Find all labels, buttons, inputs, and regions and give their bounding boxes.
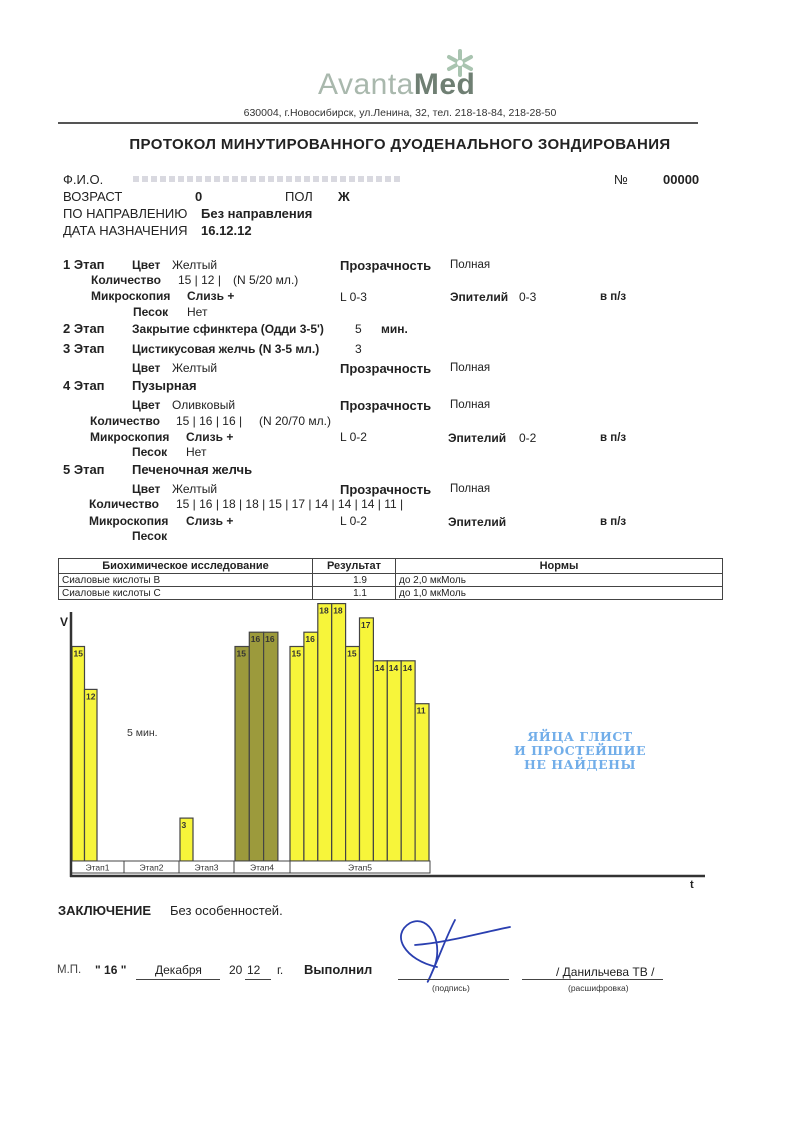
stage5-quantity: 15 | 16 | 18 | 18 | 15 | 17 | 14 | 14 | 14 | 11 | [176,497,404,511]
protocol-number: 00000 [663,172,700,187]
biochem-norm: до 1,0 мкМоль [396,587,723,600]
footer-year-prefix: 20 [229,963,243,977]
name-underline [522,979,663,980]
chart-bar [318,604,332,861]
chart-bar [304,632,318,861]
bar-value-label: 18 [333,605,343,616]
bar-value-label: 14 [402,662,413,673]
fio-label: Ф.И.О. [63,172,104,187]
chart-annotation: 5 мин. [127,727,158,739]
bar-value-label: 16 [265,634,275,645]
stage4-epithelium: 0-2 [519,431,537,445]
stage4-quantity-label: Количество [90,414,160,428]
stage1-sand: Нет [187,305,208,319]
name-caption: (расшифровка) [568,983,629,993]
biochem-result: 1.1 [313,587,396,600]
age-label: ВОЗРАСТ [63,189,123,204]
chart-bar [72,647,85,862]
clinic-address: 630004, г.Новосибирск, ул.Ленина, 32, тел. 218-18-84, 218-28-50 [243,107,557,119]
footer-day: " 16 " [95,963,127,977]
logo-part1: Avanta [318,68,414,101]
stamp-line: НЕ НАЙДЕНЫ [524,757,636,772]
lab-stamp [510,730,650,772]
stage2-desc: Закрытие сфинктера (Одди 3-5') [132,322,324,336]
bar-value-label: 17 [361,619,371,630]
chart-bar [360,618,374,861]
signature-caption: (подпись) [432,983,470,993]
age-value: 0 [195,189,203,204]
stage2-title: 2 Этап [63,321,105,336]
bar-value-label: 16 [305,634,315,645]
stage3-color: Желтый [172,361,218,375]
stage5-per-field: в п/з [600,516,627,528]
month-underline [136,979,220,980]
stage1-quantity: 15 | 12 | [178,273,221,287]
number-label: № [614,172,628,187]
stage-label: Этап5 [348,862,372,873]
referral-label: ПО НАПРАВЛЕНИЮ [63,206,188,221]
mp-label: М.П. [57,964,82,976]
stage5-sand-label: Песок [132,529,168,543]
stage4-mucus: Слизь + [186,430,234,444]
bar-value-label: 15 [236,648,246,659]
stage5-name: Печеночная желчь [132,462,253,477]
chart-bar [264,632,278,861]
sex-value: Ж [338,189,350,204]
bar-value-label: 15 [291,648,301,659]
footer-year-suffix: 12 [247,963,261,977]
chart-bar [387,661,401,861]
stage4-norm: (N 20/70 мл.) [259,414,331,428]
stage5-mucus: Слизь + [186,514,234,528]
bar-value-label: 12 [86,691,96,702]
stage5-transparency-label: Прозрачность [340,482,432,497]
stage1-color: Желтый [172,258,218,272]
stage-label: Этап3 [194,862,219,873]
stage5-epithelium-label: Эпителий [448,515,507,529]
sex-label: ПОЛ [285,189,313,204]
stage1-color-label: Цвет [132,258,161,272]
stamp-line: ЯЙЦА ГЛИСТ [527,729,633,744]
stage1-epithelium: 0-3 [519,290,537,304]
biochem-header-norms: Нормы [396,559,723,574]
stage3-desc: Цистикусовая желчь (N 3-5 мл.) [132,342,320,356]
stage3-transparency: Полная [450,362,491,374]
date-label: ДАТА НАЗНАЧЕНИЯ [63,223,188,238]
chart-bar [415,704,429,861]
stage1-mucus: Слизь + [187,289,235,303]
stage5-transparency: Полная [450,483,491,495]
stage3-color-label: Цвет [132,361,161,375]
logo-part2: Med [413,68,476,101]
stage5-color-label: Цвет [132,482,161,496]
stage4-transparency: Полная [450,399,491,411]
stage1-quantity-label: Количество [91,273,161,287]
biochem-result: 1.9 [313,574,396,587]
referral-value: Без направления [201,206,313,221]
year-underline [245,979,271,980]
x-axis-label: t [690,879,694,891]
chart-stage-labels [71,861,430,873]
stage4-per-field: в п/з [600,432,627,444]
stage3-transparency-label: Прозрачность [340,361,432,376]
stage1-leukocytes: L 0-3 [340,290,367,304]
footer-year-label: г. [277,963,284,977]
stage1-transparency-label: Прозрачность [340,258,432,273]
biochem-header-result: Результат [313,559,396,574]
stage4-name: Пузырная [132,378,197,393]
stage4-epithelium-label: Эпителий [448,431,507,445]
biochem-test: Сиаловые кислоты С [59,587,313,600]
chart-bar [249,632,263,861]
stage1-norm: (N 5/20 мл.) [233,273,299,287]
stage5-leukocytes: L 0-2 [340,514,367,528]
conclusion-text: Без особенностей. [170,903,283,918]
performer-name: / Данильчева ТВ / [556,965,655,979]
bar-value-label: 15 [73,648,83,659]
chart-bar [235,647,249,862]
bar-value-label: 15 [347,648,357,659]
bar-value-label: 11 [416,705,426,716]
stage-label: Этап4 [250,862,274,873]
stage1-microscopy-label: Микроскопия [91,289,171,303]
stage3-value: 3 [355,342,362,356]
y-axis-label: V [60,615,69,629]
stage4-quantity: 15 | 16 | 16 | [176,414,243,428]
biochem-test: Сиаловые кислоты В [59,574,313,587]
footer-month: Декабря [155,963,202,977]
stage1-title: 1 Этап [63,257,105,272]
bar-value-label: 14 [388,662,399,673]
stage4-sand-label: Песок [132,445,168,459]
stage4-color-label: Цвет [132,398,161,412]
stage4-title: 4 Этап [63,378,105,393]
stage1-epithelium-label: Эпителий [450,290,509,304]
stage3-title: 3 Этап [63,341,105,356]
stage5-quantity-label: Количество [89,497,159,511]
stamp-line: И ПРОСТЕЙШИЕ [513,743,647,758]
stage2-unit: мин. [381,322,408,336]
chart-bars [72,604,429,861]
stage2-value: 5 [355,322,362,336]
stage5-color: Желтый [172,482,218,496]
document-title: ПРОТОКОЛ МИНУТИРОВАННОГО ДУОДЕНАЛЬНОГО ЗОНДИРОВАНИЯ [129,136,671,153]
bar-value-label: 16 [250,634,261,645]
bar-value-label: 18 [319,605,329,616]
chart-bar [85,689,98,861]
chart-bar [332,604,346,861]
stage1-per-field: в п/з [600,291,627,303]
chart-bar [290,647,304,862]
signature-underline [398,979,509,980]
stage4-leukocytes: L 0-2 [340,430,367,444]
chart-bar [346,647,360,862]
stage1-transparency: Полная [450,259,491,271]
stage1-sand-label: Песок [133,305,169,319]
stage4-color: Оливковый [172,398,236,412]
biochem-norm: до 2,0 мкМоль [396,574,723,587]
bar-value-label: 14 [374,662,385,673]
date-value: 16.12.12 [201,223,252,238]
stage5-title: 5 Этап [63,462,105,477]
chart-bar [373,661,387,861]
performed-by-label: Выполнил [304,962,373,977]
stage5-microscopy-label: Микроскопия [89,514,169,528]
conclusion-label: ЗАКЛЮЧЕНИЕ [58,903,152,918]
stage4-transparency-label: Прозрачность [340,398,432,413]
bar-value-label: 3 [181,820,187,831]
stage4-microscopy-label: Микроскопия [90,430,170,444]
chart-bar [401,661,415,861]
stage-label: Этап1 [85,862,110,873]
stage-label: Этап2 [139,862,164,873]
stage4-sand: Нет [186,445,207,459]
biochem-header-test: Биохимическое исследование [59,559,313,574]
